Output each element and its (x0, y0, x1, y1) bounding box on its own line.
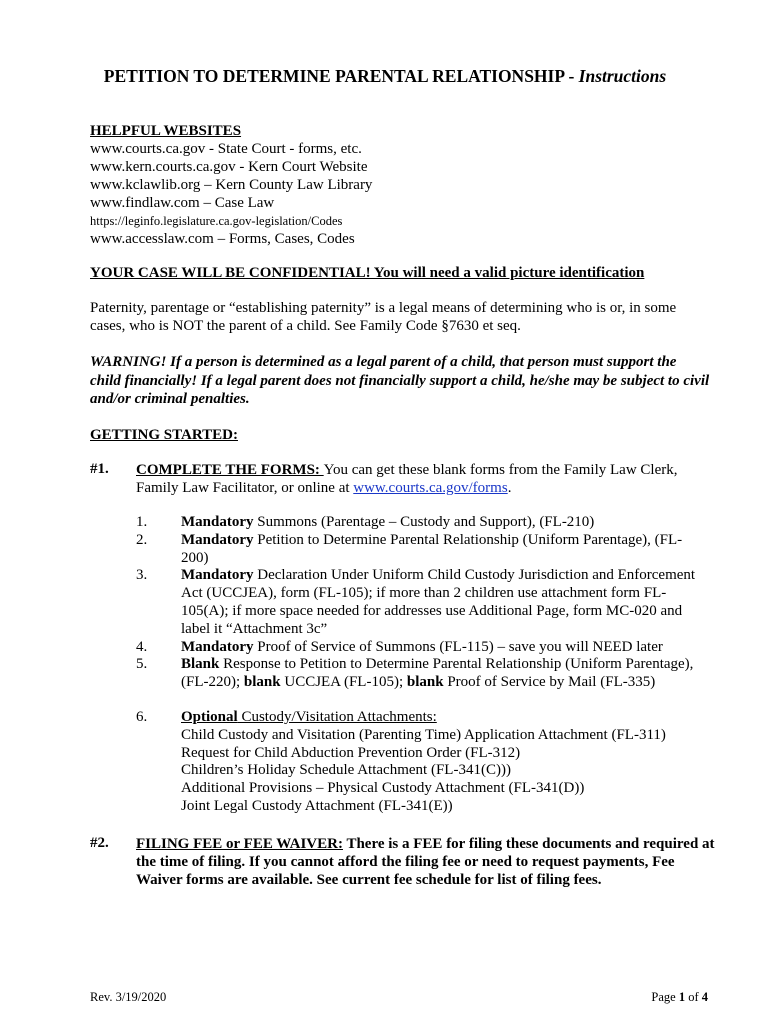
step2-heading: FILING FEE or FEE WAIVER: (136, 836, 343, 852)
page-current: 1 (678, 990, 686, 1004)
list-item (136, 639, 706, 657)
page-number (651, 990, 708, 1005)
list-item-bold: blank (406, 674, 444, 691)
list-item-number: 4. (136, 638, 148, 655)
list-item-text: Petition to Determine Parental Relationship (Uniform Parentage), (FL-200) (181, 531, 683, 566)
attachment-line: Additional Provisions – Physical Custody Attachment (FL-341(D)) (181, 780, 585, 797)
list-item-bold: Mandatory (181, 567, 254, 584)
step2-text: There is a FEE for filing these documents and required at the time of filing. If you cannot afford the filing fee or need to request payments, Fee Waiver forms are available. See current fee schedule for list of filing fees. (136, 836, 715, 888)
step1-end: . (507, 480, 512, 496)
website-item: www.courts.ca.gov - State Court - forms, etc. (90, 141, 362, 157)
website-item: www.kclawlib.org – Kern County Law Library (90, 177, 373, 193)
revision-date: Rev. 3/19/2020 (90, 990, 167, 1004)
forms-link[interactable]: www.courts.ca.gov/forms (353, 480, 508, 496)
optional-heading: Custody/Visitation Attachments: (237, 709, 437, 725)
optional-attachments (136, 709, 706, 816)
step1-paragraph (136, 461, 716, 497)
list-item (136, 567, 706, 638)
list-item-bold: blank (243, 674, 281, 691)
list-item (136, 514, 706, 532)
list-item-text: Summons (Parentage – Custody and Support), (FL-210) (253, 514, 595, 530)
list-item (136, 656, 706, 692)
list-item-bold: Blank (181, 656, 220, 673)
attachment-line: Child Custody and Visitation (Parenting Time) Application Attachment (FL-311) (181, 726, 666, 743)
forms-list (136, 514, 706, 692)
list-item-number: 1. (136, 514, 148, 530)
paternity-paragraph: Paternity, parentage or “establishing paternity” is a legal means of determining who is or, in some cases, who is NOT the parent of a child. See Family Code §7630 et seq. (90, 300, 677, 334)
attachment-line: Children’s Holiday Schedule Attachment (FL-341(C))) (181, 762, 511, 779)
page-label: Page (651, 990, 679, 1004)
list-item-number: 5. (136, 656, 148, 673)
page-total: 4 (701, 990, 708, 1004)
page-title (0, 66, 770, 87)
website-item: www.kern.courts.ca.gov - Kern Court Website (90, 159, 368, 175)
list-item-number: 3. (136, 567, 148, 584)
step1-heading: COMPLETE THE FORMS: (136, 462, 324, 478)
title-main: PETITION TO DETERMINE PARENTAL RELATIONSHIP - (103, 66, 579, 86)
list-item-text: Proof of Service of Summons (FL-115) – save you will NEED later (253, 638, 663, 655)
website-item: www.findlaw.com – Case Law (90, 195, 275, 211)
list-item-text: UCCJEA (FL-105); (280, 674, 407, 691)
list-item-bold: Mandatory (181, 531, 254, 548)
step2-number: #2. (90, 835, 109, 851)
step2-paragraph (136, 835, 716, 889)
website-item: www.accesslaw.com – Forms, Cases, Codes (90, 231, 355, 247)
list-item (136, 532, 706, 568)
list-item (136, 709, 706, 816)
list-item-bold: Mandatory (181, 638, 254, 655)
list-item-number: 2. (136, 531, 148, 548)
list-item-number: 6. (136, 709, 148, 725)
list-item-text: Declaration Under Uniform Child Custody Jurisdiction and Enforcement Act (UCCJEA), form (FL-105); if more than 2 children use attachment form FL-105(A); if more space needed for addresses use Additional Page, form MC-020 and label it “Attachment 3c” (181, 567, 696, 637)
website-item: https://leginfo.legislature.ca.gov-legislation/Codes (90, 214, 343, 228)
list-item-text: Response to Petition to Determine Parental Relationship (Uniform Parentage), (FL-220); (181, 656, 694, 691)
optional-label: Optional (181, 709, 238, 725)
getting-started-heading: GETTING STARTED: (90, 427, 238, 443)
list-item-bold: Mandatory (181, 514, 254, 530)
step1-number: #1. (90, 461, 109, 477)
page-of: of (685, 990, 702, 1004)
websites-heading: HELPFUL WEBSITES (90, 123, 242, 139)
list-item-text: Proof of Service by Mail (FL-335) (443, 674, 656, 691)
attachment-line: Joint Legal Custody Attachment (FL-341(E)) (181, 797, 453, 814)
title-italic: Instructions (578, 66, 667, 86)
warning-paragraph: WARNING! If a person is determined as a legal parent of a child, that person must support the child financially! If a legal parent does not financially support a child, he/she may be subject to civil and/or criminal penalties. (90, 354, 710, 407)
attachment-line: Request for Child Abduction Prevention Order (FL-312) (181, 744, 521, 761)
step1-text: You can get these blank forms from the Family Law Clerk, Family Law Facilitator, or online at (136, 462, 678, 496)
websites-section (90, 122, 710, 248)
confidential-notice: YOUR CASE WILL BE CONFIDENTIAL! You will need a valid picture identification (90, 265, 645, 281)
